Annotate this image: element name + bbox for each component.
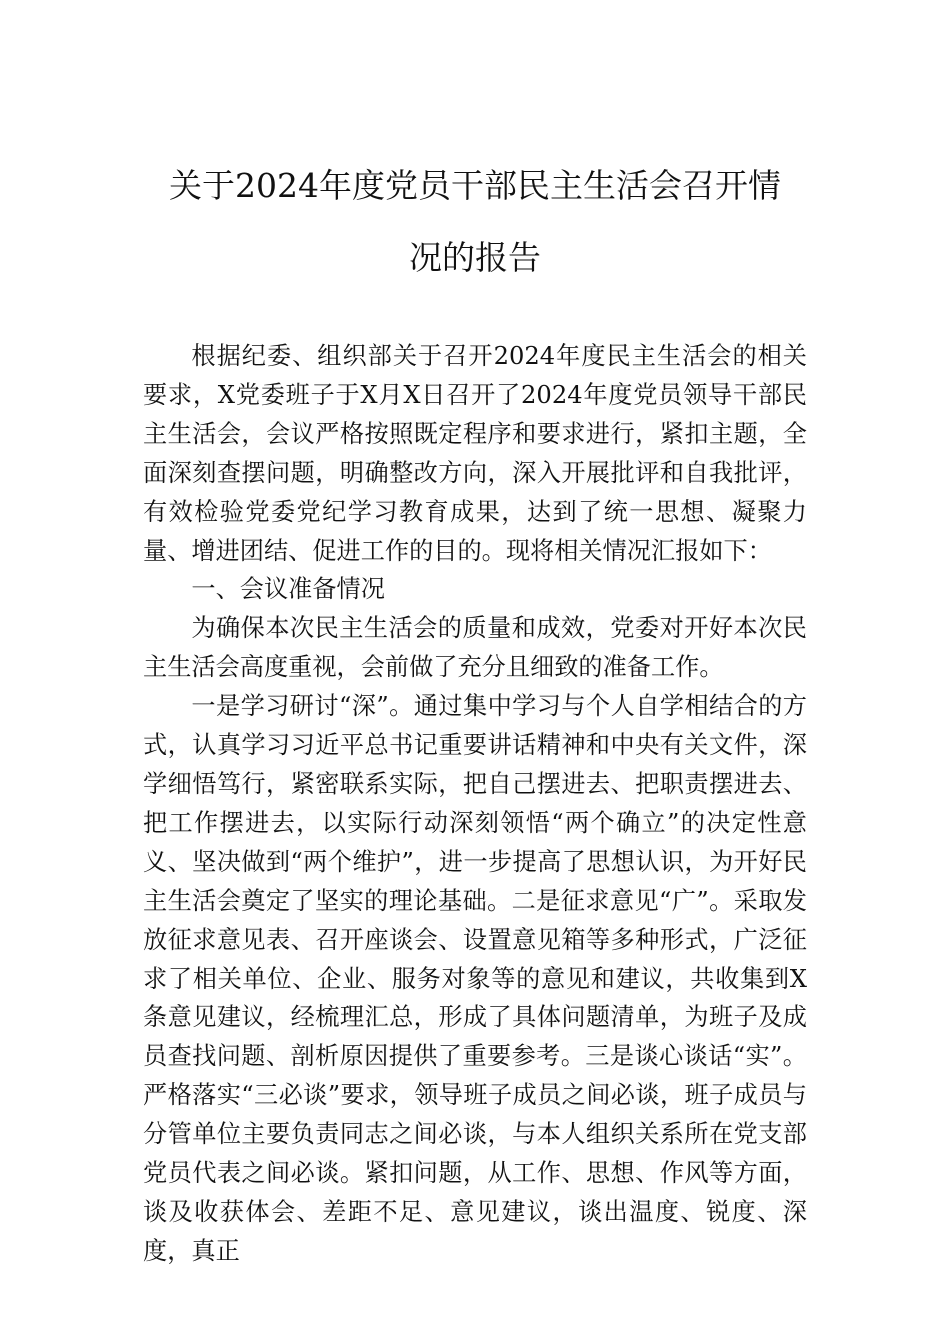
paragraph-details: 一是学习研讨“深”。通过集中学习与个人自学相结合的方式，认真学习习近平总书记重要讲话精神和中央有关文件，深学细悟笃行，紧密联系实际，把自己摆进去、把职责摆进去、把工作摆进去，以实际行动深刻领悟“两个确立”的决定性意义、坚决做到“两个维护”，进一步提高了思想认识，为开好民主生活会奠定了坚实的理论基础。二是征求意见“广”。采取发放征求意见表、召开座谈会、设置意见箱等多种形式，广泛征求了相关单位、企业、服务对象等的意见和建议，共收集到X条意见建议，经梳理汇总，形成了具体问题清单，为班子及成员查找问题、剖析原因提供了重要参考。三是谈心谈话“实”。严格落实“三必谈”要求，领导班子成员之间必谈，班子成员与分管单位主要负责同志之间必谈，与本人组织关系所在党支部党员代表之间必谈。紧扣问题，从工作、思想、作风等方面，谈及收获体会、差距不足、意见建议，谈出温度、锐度、深度，真正 bbox=[143, 692, 807, 1265]
section-heading-1: 一、会议准备情况 bbox=[191, 575, 385, 604]
paragraph-preparation: 为确保本次民主生活会的质量和成效，党委对开好本次民主生活会高度重视，会前做了充分且细致的准备工作。 bbox=[143, 614, 807, 682]
title-line-2: 况的报告 bbox=[409, 238, 541, 277]
title-line-1: 关于2024年度党员干部民主生活会召开情 bbox=[169, 166, 781, 205]
paragraph-intro: 根据纪委、组织部关于召开2024年度民主生活会的相关要求，X党委班子于X月X日召开了2024年度党员领导干部民主生活会，会议严格按照既定程序和要求进行，紧扣主题，全面深刻查摆问题，明确整改方向，深入开展批评和自我批评，有效检验党委党纪学习教育成果，达到了统一思想、凝聚力量、增进团结、促进工作的目的。现将相关情况汇报如下： bbox=[143, 342, 807, 565]
document-title bbox=[140, 150, 810, 294]
document-body bbox=[143, 337, 807, 1271]
